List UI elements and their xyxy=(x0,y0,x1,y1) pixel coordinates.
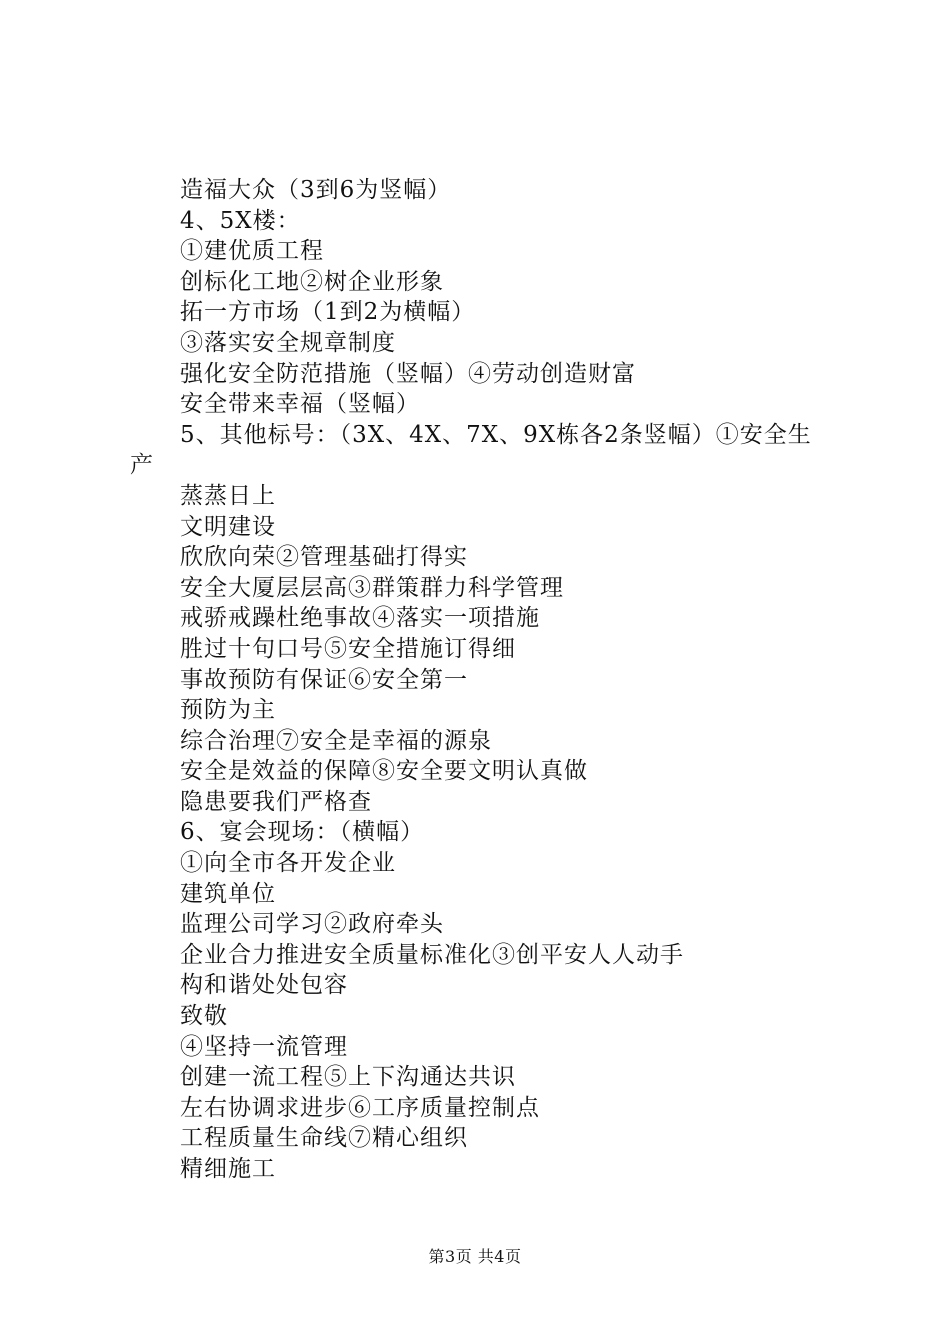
text-line: 造福大众（3到6为竖幅） xyxy=(180,177,452,203)
text-line: ③落实安全规章制度 xyxy=(180,329,396,356)
text-line: 左右协调求进步⑥工序质量控制点 xyxy=(180,1094,540,1121)
text-line: 胜过十句口号⑤安全措施订得细 xyxy=(180,635,516,662)
text-line: 文明建设 xyxy=(180,513,276,540)
text-line: 安全大厦层层高③群策群力科学管理 xyxy=(180,574,564,601)
document-body xyxy=(130,175,845,1185)
text-line: 戒骄戒躁杜绝事故④落实一项措施 xyxy=(180,605,540,632)
text-line: 精细施工 xyxy=(180,1156,276,1182)
text-line: ④坚持一流管理 xyxy=(180,1033,348,1060)
text-line: ①建优质工程 xyxy=(180,238,324,265)
text-line: 致敬 xyxy=(180,1003,228,1030)
text-line: 安全是效益的保障⑧安全要文明认真做 xyxy=(180,758,588,785)
text-line: 隐患要我们严格查 xyxy=(180,788,372,815)
text-line: 创建一流工程⑤上下沟通达共识 xyxy=(180,1064,516,1091)
text-line: 综合治理⑦安全是幸福的源泉 xyxy=(180,727,492,754)
text-line: 拓一方市场（1到2为横幅） xyxy=(180,299,476,326)
text-line: 企业合力推进安全质量标准化③创平安人人动手 xyxy=(180,941,684,968)
text-line: 构和谐处处包容 xyxy=(180,972,348,999)
text-line-continuation: 产 xyxy=(130,452,154,479)
text-line: 创标化工地②树企业形象 xyxy=(180,268,444,295)
text-line: ①向全市各开发企业 xyxy=(180,850,396,877)
page-number-footer: 第3页 共4页 xyxy=(428,1247,522,1266)
text-line: 5、其他标号：（3X、4X、7X、9X栋各2条竖幅）①安全生 xyxy=(180,421,812,448)
text-line: 建筑单位 xyxy=(180,880,276,907)
text-line: 欣欣向荣②管理基础打得实 xyxy=(180,544,468,571)
text-line: 蒸蒸日上 xyxy=(180,482,276,509)
text-line: 监理公司学习②政府牵头 xyxy=(180,911,444,938)
text-line: 工程质量生命线⑦精心组织 xyxy=(180,1125,468,1152)
text-line: 6、宴会现场：（横幅） xyxy=(180,819,425,846)
text-line: 事故预防有保证⑥安全第一 xyxy=(180,666,468,693)
text-line: 强化安全防范措施（竖幅）④劳动创造财富 xyxy=(180,360,636,387)
text-line: 安全带来幸福（竖幅） xyxy=(180,391,420,418)
text-line: 预防为主 xyxy=(180,697,276,724)
text-line: 4、5X楼： xyxy=(180,207,301,234)
